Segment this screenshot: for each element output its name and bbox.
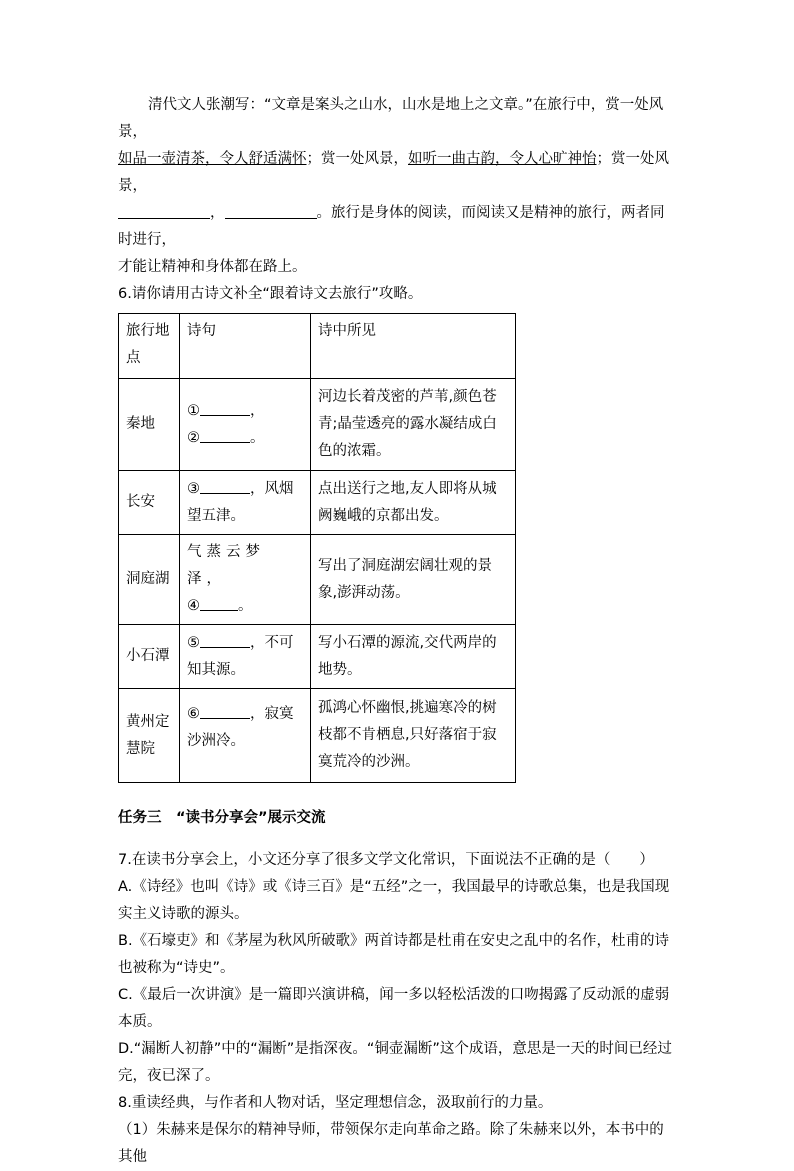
table-row <box>119 535 516 625</box>
header-seen: 诗中所见 <box>311 314 516 379</box>
row-place: 黄州定慧院 <box>119 689 180 783</box>
row-place: 洞庭湖 <box>119 535 180 625</box>
answer-blank[interactable] <box>200 633 250 648</box>
option-c[interactable]: C.《最后一次讲演》是一篇即兴演讲稿，闻一多以轻松活泼的口吻揭露了反动派的虚弱本质。 <box>118 986 670 1030</box>
question-8-stem: 8.重读经典，与作者和人物对话，坚定理想信念，汲取前行的力量。 <box>118 1094 553 1111</box>
table-row <box>119 471 516 535</box>
blank-number: ④ <box>187 598 200 614</box>
row-seen: 河边长着茂密的芦苇,颜色苍青;晶莹透亮的露水凝结成白色的浓霜。 <box>311 379 516 471</box>
row-place: 长安 <box>119 471 180 535</box>
blank-number: ② <box>187 429 200 446</box>
answer-blank[interactable] <box>200 704 250 719</box>
poem-text: 。 <box>250 429 265 446</box>
header-poem: 诗句 <box>180 314 311 379</box>
intro-text: ；赏一处风景， <box>306 151 408 167</box>
intro-text: 。旅行是身体的阅读，而阅读又是精神的旅行，两者同时进行， <box>118 205 665 248</box>
option-a[interactable]: A.《诗经》也叫《诗》或《诗三百》是“五经”之一，我国最早的诗歌总集，也是我国现实主义诗歌的源头。 <box>118 878 670 922</box>
poem-text: 气蒸云梦泽， <box>187 544 265 587</box>
table-row <box>119 379 516 471</box>
row-poem <box>180 471 311 535</box>
blank-number: ① <box>187 402 200 419</box>
intro-line-2 <box>118 146 678 200</box>
answer-blank[interactable] <box>200 428 250 443</box>
row-seen: 写小石潭的源流,交代两岸的地势。 <box>311 625 516 689</box>
answer-blank[interactable] <box>200 401 250 416</box>
travel-table <box>118 313 516 783</box>
poem-text: ，不可知其源。 <box>187 634 294 678</box>
table-row <box>119 689 516 783</box>
task-3-heading: 任务三 “读书分享会”展示交流 <box>118 810 326 826</box>
poem-text: ，风烟望五津。 <box>187 480 294 524</box>
option-b[interactable]: B.《石壕吏》和《茅屋为秋风所破歌》两首诗都是杜甫在安史之乱中的名作，杜甫的诗也被称为“诗史”。 <box>118 932 670 976</box>
row-poem <box>180 625 311 689</box>
blank-number: ③ <box>187 480 200 497</box>
row-poem <box>180 379 311 471</box>
document-page <box>118 92 678 1171</box>
intro-line-1: 清代文人张潮写：“文章是案头之山水，山水是地上之文章。”在旅行中，赏一处风景， <box>118 97 664 140</box>
intro-text: ；赏一处风景， <box>118 151 669 194</box>
question-7-stem: 7.在读书分享会上，小文还分享了很多文学文化常识，下面说法不正确的是（ ） <box>118 851 654 868</box>
row-poem <box>180 689 311 783</box>
row-poem <box>180 535 311 625</box>
blank-number: ⑤ <box>187 634 200 651</box>
answer-blank[interactable] <box>225 202 317 219</box>
row-place: 小石潭 <box>119 625 180 689</box>
intro-underlined-phrase-2: 如听一曲古韵，令人心旷神怡 <box>408 151 597 167</box>
option-d[interactable]: D.“漏断人初静”中的“漏断”是指深夜。“铜壶漏断”这个成语，意思是一天的时间已经过完，夜已深了。 <box>118 1040 672 1084</box>
table-row <box>119 625 516 689</box>
intro-text: ， <box>210 205 225 221</box>
row-seen: 点出送行之地,友人即将从城阙巍峨的京都出发。 <box>311 471 516 535</box>
intro-underlined-phrase-1: 如品一壶清茶，令人舒适满怀 <box>118 151 307 167</box>
question-8-sub-1: （1）朱赫来是保尔的精神导师，带领保尔走向革命之路。除了朱赫来以外，本书中的其他 <box>118 1121 664 1165</box>
table-header-row <box>119 314 516 379</box>
answer-blank[interactable] <box>200 479 250 494</box>
question-6-title: 6.请你请用古诗文补全“跟着诗文去旅行”攻略。 <box>118 286 423 302</box>
answer-blank[interactable] <box>200 596 238 611</box>
poem-text: ，寂寞沙洲冷。 <box>187 706 294 749</box>
poem-text: ， <box>250 402 265 419</box>
intro-line-3 <box>118 200 678 254</box>
row-place: 秦地 <box>119 379 180 471</box>
row-seen: 写出了洞庭湖宏阔壮观的景象,澎湃动荡。 <box>311 535 516 625</box>
row-seen: 孤鸿心怀幽恨,挑遍寒冷的树枝都不肯栖息,只好落宿于寂寞荒冷的沙洲。 <box>311 689 516 783</box>
blank-number: ⑥ <box>187 706 200 722</box>
header-place: 旅行地点 <box>119 314 180 379</box>
answer-blank[interactable] <box>118 202 210 219</box>
poem-text: 。 <box>238 598 253 614</box>
intro-line-4: 才能让精神和身体都在路上。 <box>118 259 307 275</box>
